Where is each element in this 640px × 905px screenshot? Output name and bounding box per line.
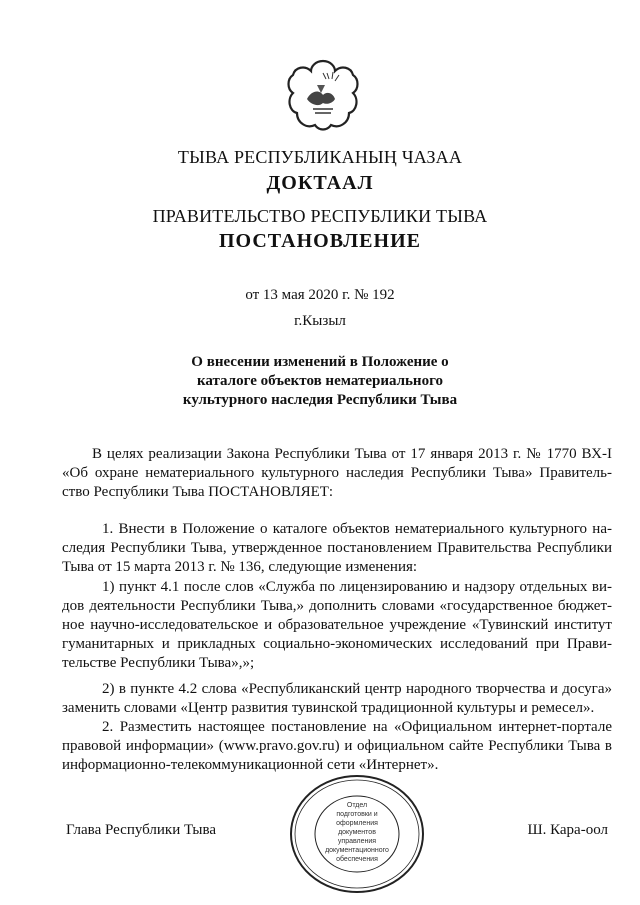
document-city: г.Кызыл — [294, 313, 346, 329]
stamp-line: документационного — [325, 847, 389, 854]
coat-of-arms-emblem — [283, 55, 363, 135]
stamp-line: Отдел — [346, 802, 368, 809]
russian-government-name: ПРАВИТЕЛЬСТВО РЕСПУБЛИКИ ТЫВА — [152, 206, 488, 226]
document-title — [0, 353, 640, 410]
document-date-number: от 13 мая 2020 г. № 192 — [245, 287, 395, 303]
paragraph-line: «Об охране нематериального культурного наследия Республики Тыва» Правитель- — [62, 465, 612, 481]
stamp-line: подготовки и — [336, 811, 378, 818]
paragraph-line: заменить словами «Центр развития тувинской традиционной культуры и ремесел». — [62, 700, 595, 716]
item-2-paragraph — [102, 718, 612, 737]
item-1-2-paragraph — [102, 680, 612, 699]
signatory-name: Ш. Кара-оол — [527, 822, 608, 838]
paragraph-line: 2. Разместить настоящее постановление на «Официальном интернет-портале — [102, 719, 612, 735]
paragraph-line: Тыва от 15 марта 2013 г. № 136, следующие изменения: — [62, 559, 418, 575]
paragraph-line: 1) пункт 4.1 после слов «Служба по лицензированию и надзору отдельных ви- — [102, 579, 612, 595]
paragraph-line: 2) в пункте 4.2 слова «Республиканский центр народного творчества и досуга» — [102, 681, 612, 697]
paragraph-line: 1. Внести в Положение о каталоге объектов нематериального культурного на- — [102, 521, 612, 537]
title-line: культурного наследия Республики Тыва — [182, 392, 458, 408]
paragraph-line: ство Республики Тыва ПОСТАНОВЛЯЕТ: — [62, 484, 334, 500]
title-line: О внесении изменений в Положение о — [191, 354, 449, 370]
preamble-paragraph — [92, 445, 612, 464]
signatory-position: Глава Республики Тыва — [66, 822, 217, 838]
item-2-paragraph-cont — [62, 737, 612, 775]
title-line: каталоге объектов нематериального — [196, 373, 444, 389]
stamp-line: управления — [337, 838, 377, 845]
paragraph-line: тельстве Республики Тыва»,»; — [62, 655, 255, 671]
preamble-paragraph-cont — [62, 464, 612, 502]
russian-document-type: ПОСТАНОВЛЕНИЕ — [219, 230, 421, 252]
paragraph-line: В целях реализации Закона Республики Тыва от 17 января 2013 г. № 1770 ВХ-I — [92, 446, 612, 462]
tuvan-government-name: ТЫВА РЕСПУБЛИКАНЫҢ ЧАЗАА — [177, 147, 463, 167]
paragraph-line: информационно-телекоммуникационной сети «Интернет». — [62, 757, 439, 773]
paragraph-line: следия Республики Тыва, утвержденное постановлением Правительства Республики — [62, 540, 612, 556]
paragraph-line: ное научно-исследовательское и образовательное учреждение «Тувинский институт — [62, 617, 612, 633]
item-1-1-paragraph-cont — [62, 597, 612, 673]
item-1-paragraph — [102, 520, 612, 539]
item-1-2-paragraph-cont — [62, 699, 612, 718]
item-1-paragraph-cont — [62, 539, 612, 577]
stamp-center-text — [318, 801, 396, 864]
stamp-line: оформления документов — [336, 820, 378, 836]
paragraph-line: гуманитарных и прикладных социально-экономических исследований при Прави- — [62, 636, 612, 652]
stamp-line: обеспечения — [336, 856, 378, 863]
tuvan-document-type: ДОКТААЛ — [266, 172, 374, 194]
paragraph-line: дов деятельности Республики Тыва,» дополнить словами «государственное бюджет- — [62, 598, 612, 614]
item-1-1-paragraph — [102, 578, 612, 597]
paragraph-line: правовой информации» (www.pravo.gov.ru) и официальном сайте Республики Тыва в — [62, 738, 612, 754]
